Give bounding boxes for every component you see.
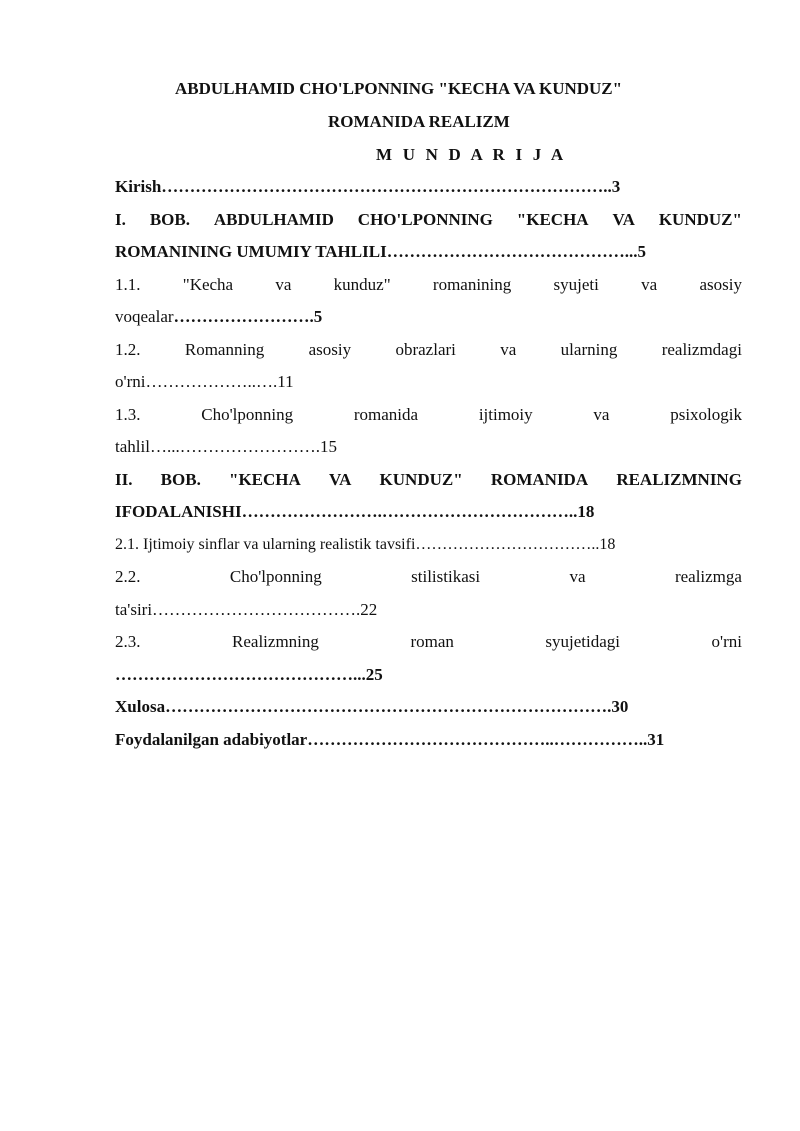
toc-entry-section-2-3-line-2: ……………………………………...25 xyxy=(115,664,383,684)
toc-entry-section-2-1: 2.1. Ijtimoiy sinflar va ularning realistik tavsifi……………………………..18 xyxy=(115,535,616,553)
toc-word: asosiy xyxy=(308,339,352,359)
toc-word: VA xyxy=(328,469,352,489)
toc-word: obrazlari xyxy=(395,339,456,359)
toc-word: Cho'lponning xyxy=(229,567,322,586)
toc-entry-section-2-2-line-1 xyxy=(115,561,742,594)
document-page xyxy=(115,72,742,756)
toc-word: "KECHA xyxy=(516,209,589,229)
toc-word: REALIZMNING xyxy=(616,469,742,489)
toc-entry-chapter-2-line-1 xyxy=(115,464,742,497)
toc-word: realizmdagi xyxy=(661,339,742,359)
toc-word: "Kecha xyxy=(182,274,234,294)
toc-word: 1.1. xyxy=(115,274,141,294)
toc-word: "KECHA xyxy=(229,469,301,489)
toc-word: va xyxy=(275,274,292,294)
toc-entry-section-1-1-line-1 xyxy=(115,269,742,302)
toc-word: Realizmning xyxy=(232,632,319,651)
toc-entry-section-1-3-line-1 xyxy=(115,399,742,432)
toc-word: stilistikasi xyxy=(411,567,481,586)
toc-word: o'rni xyxy=(711,632,742,651)
toc-word: realizmga xyxy=(674,567,742,586)
toc-word: va xyxy=(569,567,586,586)
toc-word: romanida xyxy=(353,404,419,424)
toc-word: I. xyxy=(115,209,126,229)
toc-entry-text: voqealar xyxy=(115,307,174,326)
toc-entry-section-2-3-line-1 xyxy=(115,626,742,659)
toc-entry-conclusion: Xulosa…………………………………………………………………….30 xyxy=(115,697,629,716)
toc-word: 1.2. xyxy=(115,339,141,359)
toc-word: psixologik xyxy=(670,404,742,424)
toc-word: 2.2. xyxy=(115,567,141,586)
document-title-line-2: ROMANIDA REALIZM xyxy=(328,112,510,131)
toc-word: 1.3. xyxy=(115,404,141,424)
toc-word: ularning xyxy=(560,339,618,359)
toc-word: BOB. xyxy=(149,209,190,229)
toc-page-leader: …………………….5 xyxy=(173,307,323,326)
toc-word: va xyxy=(500,339,517,359)
toc-word: 2.3. xyxy=(115,632,141,651)
toc-word: II. xyxy=(115,469,133,489)
toc-word: ABDULHAMID xyxy=(213,209,334,229)
toc-word: romanining xyxy=(432,274,512,294)
toc-entry-chapter-2-line-2: IFODALANISHI…………………….……………………………..18 xyxy=(115,502,595,521)
toc-entry-introduction: Kirish……………………………………………………………………..3 xyxy=(115,177,621,196)
toc-entry-section-1-2-line-2: o'rni………………..….11 xyxy=(115,372,294,391)
toc-entry-chapter-1-line-1 xyxy=(115,204,742,237)
toc-word: syujeti xyxy=(553,274,599,294)
toc-word: KUNDUZ" xyxy=(658,209,742,229)
toc-word: kunduz" xyxy=(333,274,391,294)
toc-word: KUNDUZ" xyxy=(379,469,463,489)
toc-word: BOB. xyxy=(160,469,201,489)
toc-word: va xyxy=(593,404,610,424)
toc-entry-references: Foydalanilgan adabiyotlar……………………………………..……………..31 xyxy=(115,729,665,749)
toc-word: VA xyxy=(612,209,635,229)
toc-entry-chapter-1-line-2: ROMANINING UMUMIY TAHLILI……………………………………...5 xyxy=(115,242,646,261)
toc-word: roman xyxy=(410,632,454,651)
toc-word: asosiy xyxy=(699,274,742,294)
toc-word: CHO'LPONNING xyxy=(357,209,493,229)
toc-entry-section-1-2-line-1 xyxy=(115,334,742,367)
contents-heading: M U N D A R I J A xyxy=(376,145,567,164)
toc-word: ROMANIDA xyxy=(490,469,589,489)
toc-word: Cho'lponning xyxy=(201,404,294,424)
document-title-line-1: ABDULHAMID CHO'LPONNING "KECHA VA KUNDUZ" xyxy=(175,79,623,98)
toc-entry-section-1-1-line-2 xyxy=(115,301,742,334)
toc-word: va xyxy=(641,274,658,294)
toc-word: Romanning xyxy=(184,339,265,359)
toc-entry-section-2-2-line-2: ta'siri……………………………….22 xyxy=(115,599,378,619)
toc-entry-section-1-3-line-2: tahlil…...…………………….15 xyxy=(115,437,337,456)
toc-word: ijtimoiy xyxy=(478,404,533,424)
toc-word: syujetidagi xyxy=(545,632,621,651)
